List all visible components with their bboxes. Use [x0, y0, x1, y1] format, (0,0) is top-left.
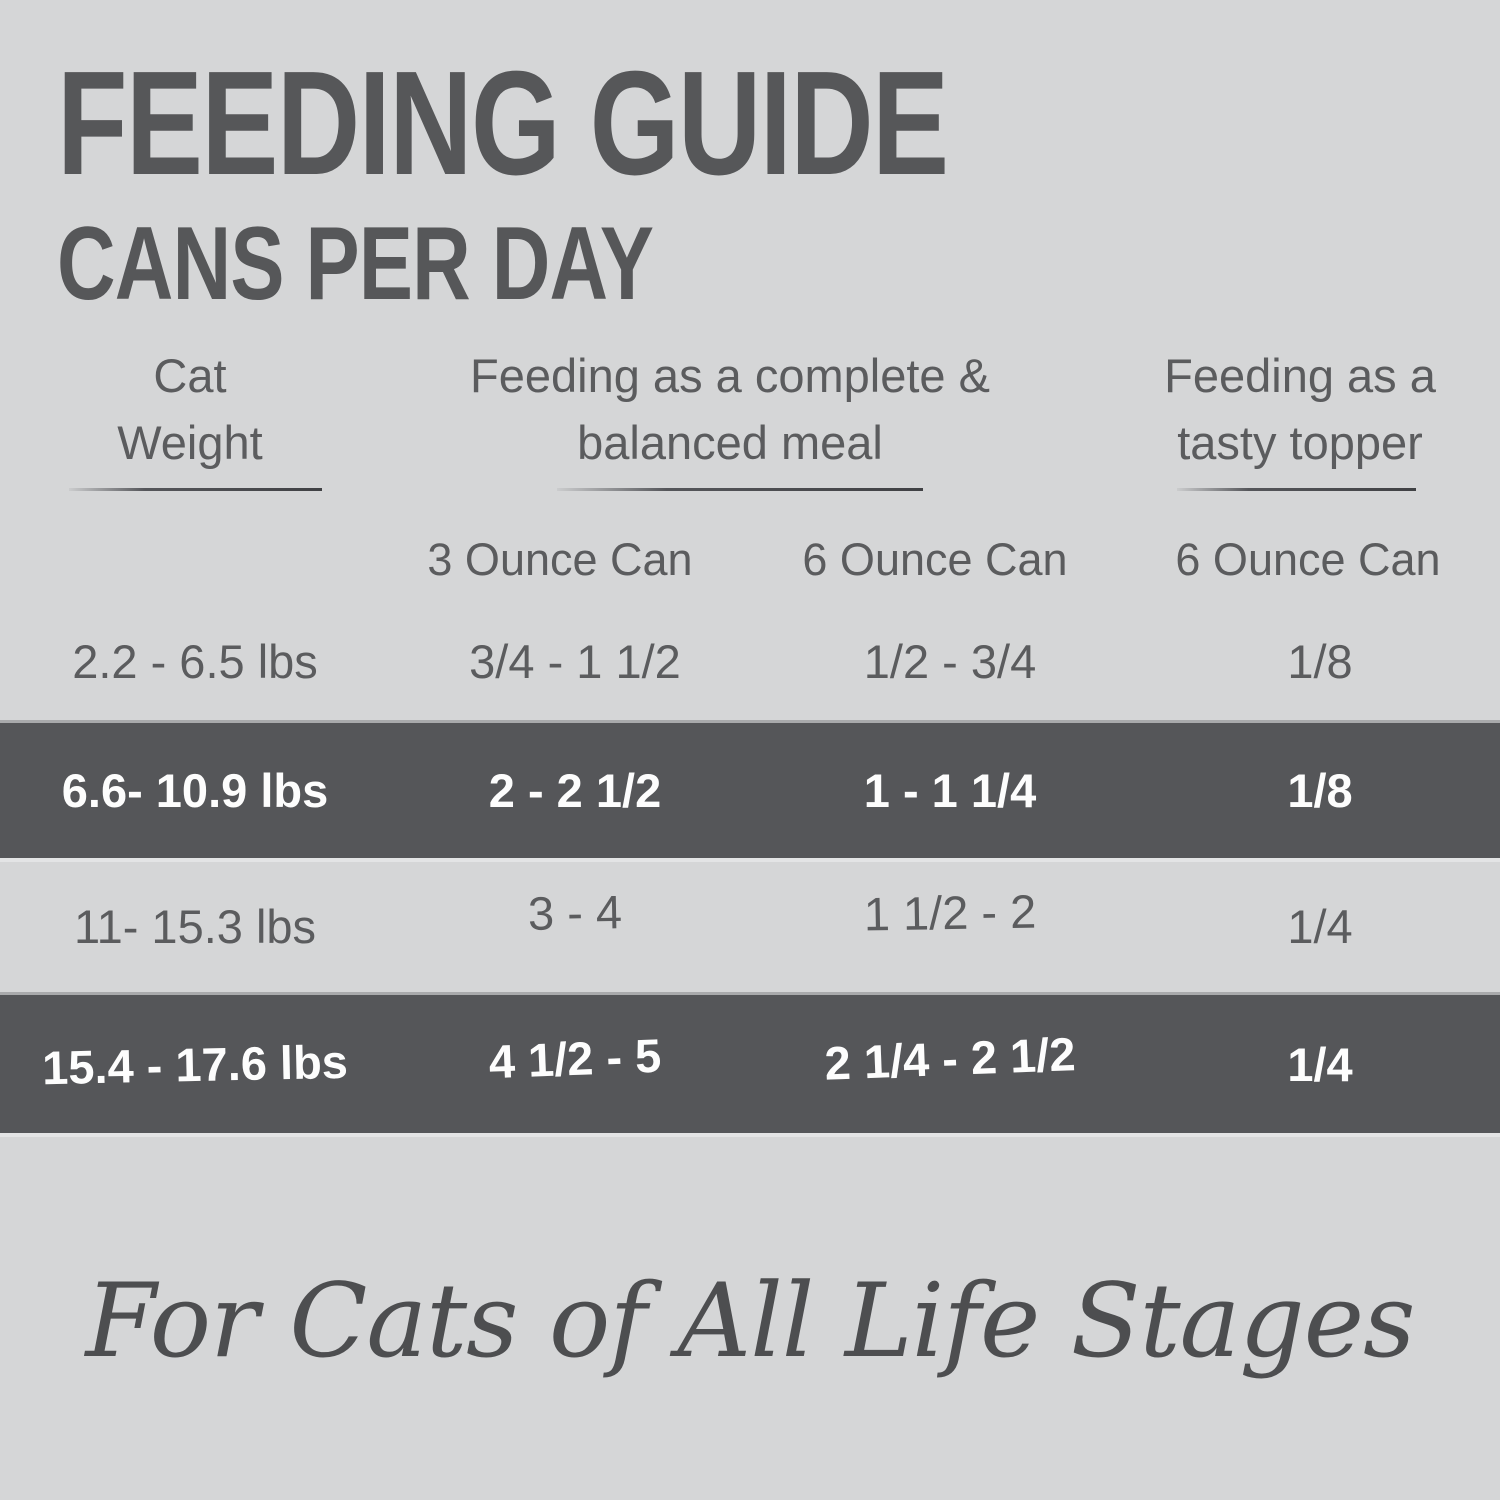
cell-cat-weight: 6.6- 10.9 lbs — [61, 764, 329, 817]
cell-3oz-amount: 2 - 2 1/2 — [488, 764, 662, 817]
cell-3oz-amount: 4 1/2 - 5 — [487, 1028, 663, 1088]
column-group-line: Cat — [153, 349, 227, 402]
cell-6oz-amount: 1 1/2 - 2 — [863, 883, 1037, 941]
table-row — [0, 600, 1500, 722]
cell-6oz-amount: 1/2 - 3/4 — [863, 634, 1037, 688]
cell-cat-weight: 2.2 - 6.5 lbs — [72, 634, 318, 688]
page-subtitle: CANS PER DAY — [57, 206, 654, 322]
header-underline — [69, 488, 322, 491]
subheader-6oz-can: 6 Ounce Can — [802, 534, 1068, 585]
page-title: FEEDING GUIDE — [57, 41, 948, 206]
header-underline — [557, 488, 923, 491]
column-group-line: balanced meal — [577, 416, 883, 469]
table-row-highlighted — [0, 995, 1500, 1133]
column-group-line: tasty topper — [1177, 416, 1423, 469]
cell-topper-amount: 1/4 — [1287, 899, 1353, 953]
subheader-6oz-can-topper: 6 Ounce Can — [1175, 534, 1441, 585]
table-row-highlighted — [0, 723, 1500, 858]
cell-topper-amount: 1/4 — [1287, 1037, 1353, 1091]
cell-cat-weight: 15.4 - 17.6 lbs — [41, 1034, 349, 1094]
column-group-cat-weight — [40, 342, 340, 476]
table-row — [0, 858, 1500, 994]
column-group-tasty-topper — [1100, 342, 1500, 476]
cell-topper-amount: 1/8 — [1287, 634, 1353, 688]
cell-6oz-amount: 2 1/4 - 2 1/2 — [823, 1026, 1077, 1090]
column-group-line: Weight — [117, 416, 263, 469]
cell-topper-amount: 1/8 — [1287, 764, 1353, 817]
life-stages-tagline: For Cats of All Life Stages — [85, 1262, 1415, 1381]
cell-6oz-amount: 1 - 1 1/4 — [863, 764, 1037, 817]
cell-3oz-amount: 3 - 4 — [527, 884, 623, 940]
column-group-line: Feeding as a — [1164, 349, 1436, 402]
column-group-complete-meal — [430, 342, 1030, 476]
cell-cat-weight: 11- 15.3 lbs — [73, 899, 317, 953]
subheader-3oz-can: 3 Ounce Can — [427, 534, 693, 585]
header-underline — [1177, 488, 1416, 491]
cell-3oz-amount: 3/4 - 1 1/2 — [469, 634, 681, 688]
column-group-line: Feeding as a complete & — [470, 349, 990, 402]
